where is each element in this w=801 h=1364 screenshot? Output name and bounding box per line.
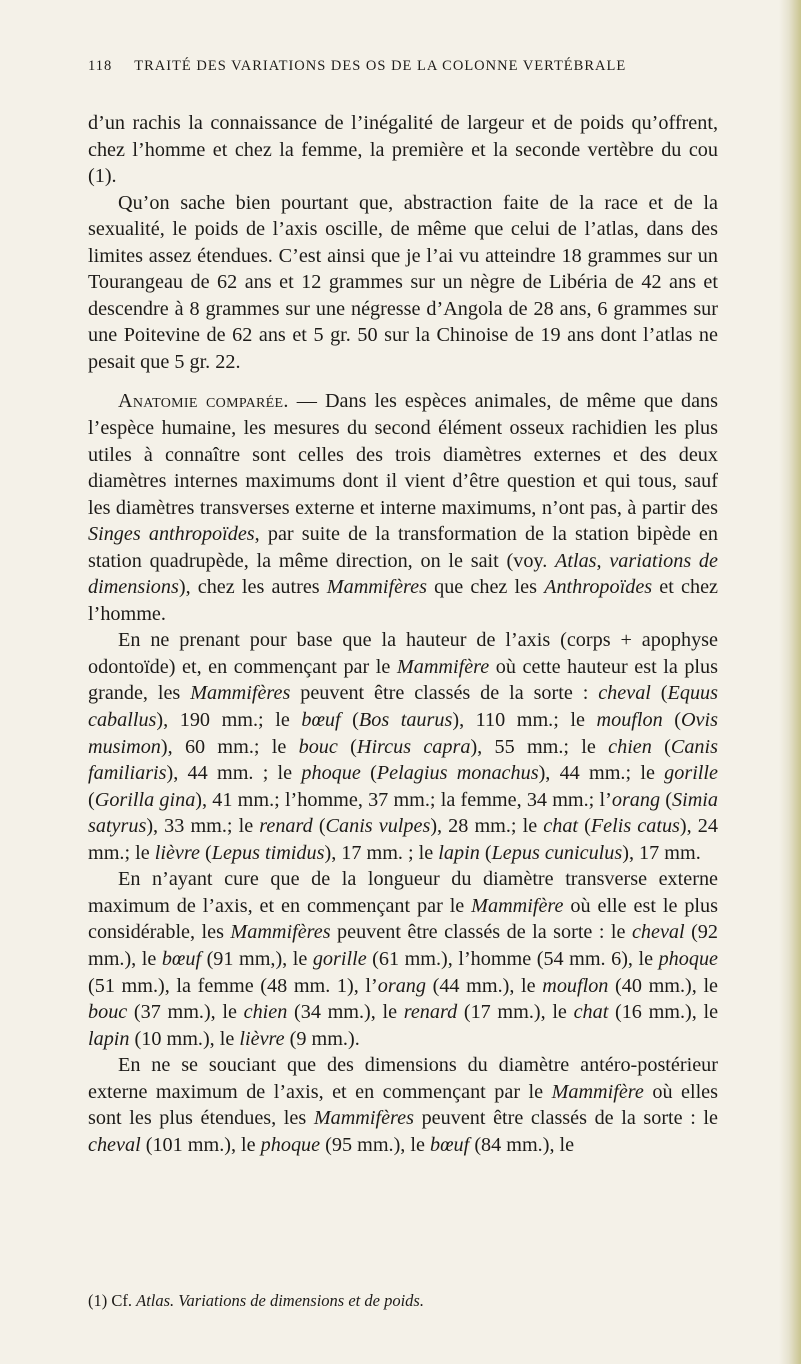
paragraph-anteroposterior-diameter: En ne se souciant que des dimensions du diamètre antéro-postérieur externe maximum de l’axis, et en commençant par le Mammifère où elles sont les plus étendues, les Mammifères peuvent être classés de la sorte : le cheval (101 mm.), le phoque (95 mm.), le bœuf (84 mm.), le <box>88 1054 718 1156</box>
page-edge-shadow <box>779 0 801 1364</box>
paragraph-comparative-anatomy: Anatomie comparée. — Dans les espèces animales, de même que dans l’espèce humaine, les mesures du second élément osseux rachidien les plus utiles à connaître sont celles des trois diamètres externes et des deux diamètres internes maximums dont il vient d’être question et qui tous, sauf les diamètres transverses externe et interne maximums, n’ont pas, à partir des Singes anthropoïdes, par suite de la transformation de la station bipède en station quadrupède, la même direction, on le sait (voy. Atlas, variations de dimensions), chez les autres Mammifères que chez les Anthropoïdes et chez l’homme. <box>88 390 719 625</box>
paragraph-axis-weight: Qu’on sache bien pourtant que, abstraction faite de la race et de la sexualité, le poids de l’axis oscille, de même que celui de l’atlas, dans des limites assez étendues. C’est ainsi que je l’ai vu atteindre 18 grammes sur un Tourangeau de 62 ans et 12 grammes sur un nègre de Libéria de 42 ans et descendre à 8 grammes sur une négresse d’Angola de 28 ans, 6 grammes sur une Poitevine de 62 ans et 5 gr. 50 sur la Chinoise de 19 ans dont l’atlas ne pesait que 5 gr. 22. <box>88 191 718 373</box>
footnote: (1) Cf. Atlas. Variations de dimensions et de poids. <box>88 1291 424 1310</box>
paragraph-transverse-diameter: En n’ayant cure que de la longueur du diamètre transverse externe maximum de l’axis, et en commençant par le Mammifère où elle est le plus considérable, les Mammifères peuvent être classés de la sorte : le cheval (92 mm.), le bœuf (91 mm,), le gorille (61 mm.), l’homme (54 mm. 6), le phoque (51 mm.), la femme (48 mm. 1), l’orang (44 mm.), le mouflon (40 mm.), le bouc (37 mm.), le chien (34 mm.), le renard (17 mm.), le chat (16 mm.), le lapin (10 mm.), le lièvre (9 mm.). <box>88 868 719 1050</box>
page-body <box>88 110 718 1158</box>
paragraph-axis-height: En ne prenant pour base que la hauteur de l’axis (corps + apophyse odontoïde) et, en commençant par le Mammifère où cette hauteur est la plus grande, les Mammifères peuvent être classés de la sorte : cheval (Equus caballus), 190 mm.; le bœuf (Bos taurus), 110 mm.; le mouflon (Ovis musimon), 60 mm.; le bouc (Hircus capra), 55 mm.; le chien (Canis familiaris), 44 mm. ; le phoque (Pelagius monachus), 44 mm.; le gorille (Gorilla gina), 41 mm.; l’homme, 37 mm.; la femme, 34 mm.; l’orang (Simia satyrus), 33 mm.; le renard (Canis vulpes), 28 mm.; le chat (Felis catus), 24 mm.; le lièvre (Lepus timidus), 17 mm. ; le lapin (Lepus cuniculus), 17 mm. <box>88 629 718 864</box>
running-title: TRAITÉ DES VARIATIONS DES OS DE LA COLONNE VERTÉBRALE <box>134 58 627 74</box>
section-heading: Anatomie comparée. <box>118 390 289 413</box>
page-number: 118 <box>88 58 113 74</box>
running-head <box>88 58 718 75</box>
paragraph-continuation: d’un rachis la connaissance de l’inégalité de largeur et de poids qu’offrent, chez l’homme et chez la femme, la première et la seconde vertèbre du cou (1). <box>88 112 718 188</box>
